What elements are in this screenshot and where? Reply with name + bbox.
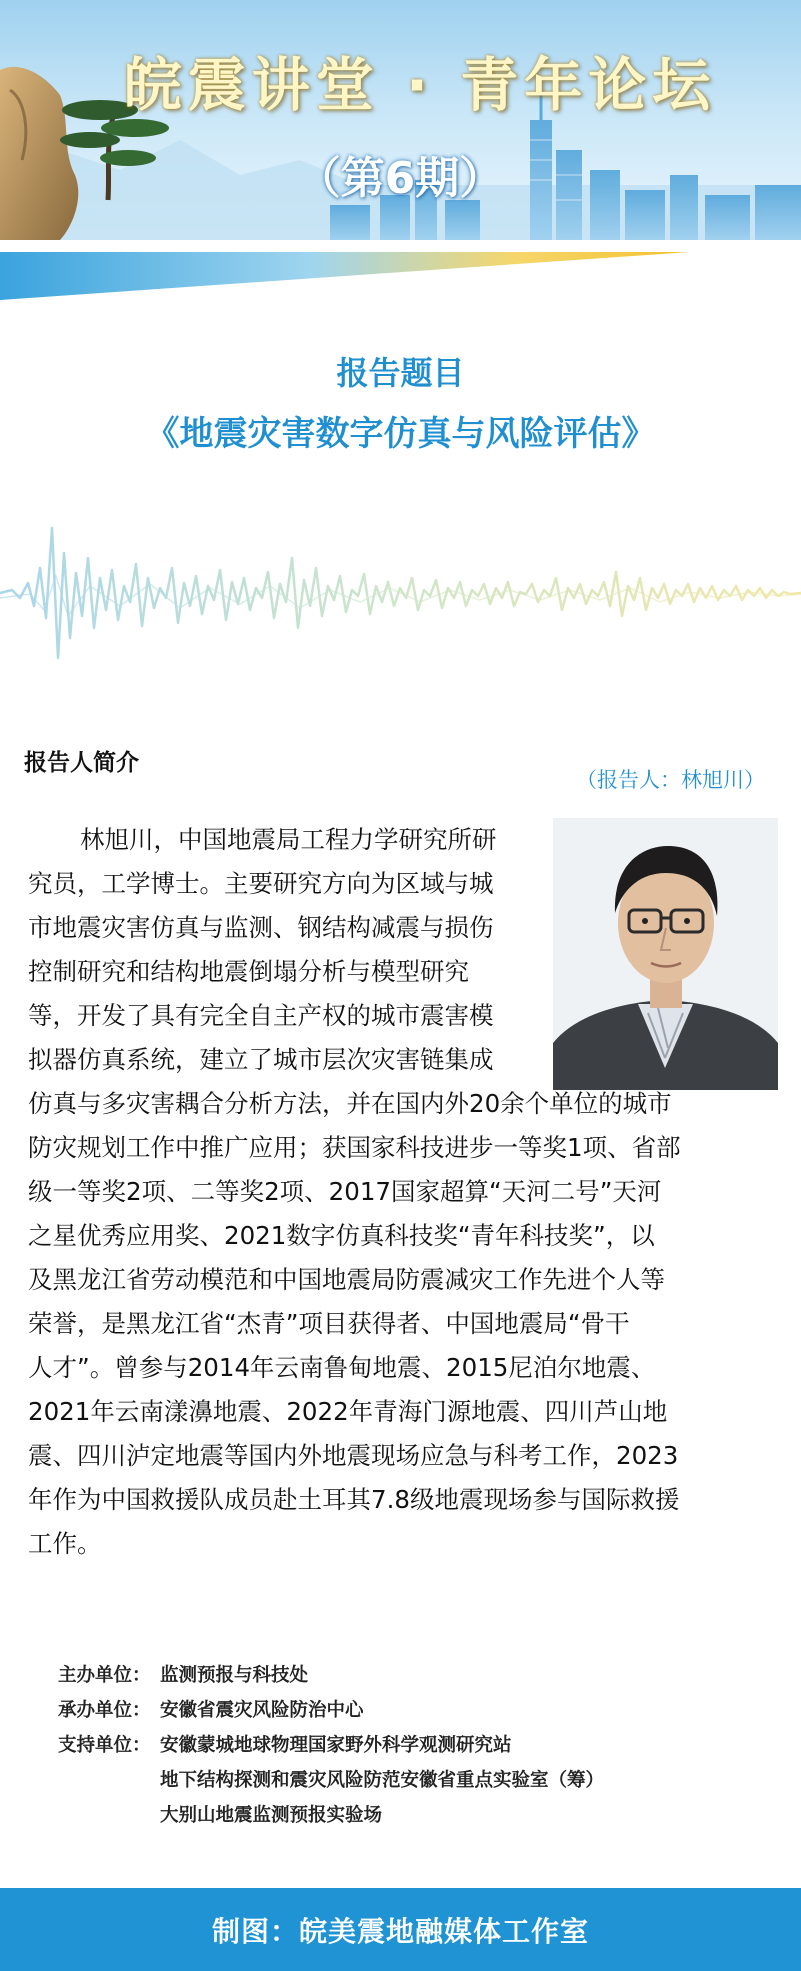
bio-line: 等，开发了具有完全自主产权的城市震害模 (28, 1001, 494, 1030)
bio-line: 防灾规划工作中推广应用；获国家科技进步一等奖1项、省部 (28, 1133, 681, 1162)
banner-stripe (0, 240, 801, 300)
bio-line: 林旭川，中国地震局工程力学研究所研 (80, 825, 497, 854)
footer-bar (0, 1888, 801, 1971)
bio-line: 工作。 (28, 1529, 102, 1558)
bio-line: 荣誉，是黑龙江省“杰青”项目获得者、中国地震局“骨干 (28, 1309, 630, 1338)
support-row (58, 1796, 604, 1831)
support-row (58, 1761, 604, 1796)
organizers-block (58, 1656, 604, 1831)
bio-line: 之星优秀应用奖、2021数字仿真科技奖“青年科技奖”，以 (28, 1221, 655, 1250)
bio-line: 及黑龙江省劳动模范和中国地震局防震减灾工作先进个人等 (28, 1265, 665, 1294)
bio-line: 震、四川泸定地震等国内外地震现场应急与科考工作，2023 (28, 1441, 679, 1470)
speaker-name-tag: （报告人：林旭川） (576, 768, 765, 792)
bio-line: 仿真与多灾害耦合分析方法，并在国内外20余个单位的城市 (28, 1089, 672, 1118)
host-label: 主办单位： (58, 1664, 151, 1686)
report-label: 报告题目 (336, 354, 465, 392)
bio-line: 级一等奖2项、二等奖2项、2017国家超算“天河二号”天河 (28, 1177, 662, 1206)
support-row (58, 1726, 604, 1761)
bio-line: 人才”。曾参与2014年云南鲁甸地震、2015尼泊尔地震、 (28, 1353, 656, 1382)
bio-line: 2021年云南漾濞地震、2022年青海门源地震、四川芦山地 (28, 1397, 668, 1426)
footer-credit: 制图：皖美震地融媒体工作室 (211, 1914, 589, 1948)
host-value: 监测预报与科技处 (160, 1664, 309, 1686)
organizer-value: 安徽省震灾风险防治中心 (160, 1699, 364, 1721)
bio-line: 究员，工学博士。主要研究方向为区域与城 (28, 869, 494, 898)
organizer-label: 承办单位： (58, 1699, 151, 1721)
support-value: 地下结构探测和震灾风险防范安徽省重点实验室（筹） (160, 1769, 605, 1791)
bio-line: 控制研究和结构地震倒塌分析与模型研究 (28, 957, 469, 986)
speaker-bio (28, 818, 776, 1566)
organizer-row (58, 1691, 604, 1726)
support-value: 大别山地震监测预报实验场 (160, 1804, 383, 1826)
banner-title: 皖震讲堂 · 青年论坛 (123, 51, 717, 119)
seismic-waveform-graphic (0, 498, 801, 688)
host-row (58, 1656, 604, 1691)
banner-issue: （第6期） (296, 153, 504, 204)
bio-line: 市地震灾害仿真与监测、钢结构减震与损伤 (28, 913, 494, 942)
support-value: 安徽蒙城地球物理国家野外科学观测研究站 (160, 1734, 512, 1756)
header-banner (0, 0, 801, 240)
report-title: 《地震灾害数字仿真与风险评估》 (145, 414, 656, 454)
speaker-section-heading: 报告人简介 (24, 750, 139, 776)
bio-line: 拟器仿真系统，建立了城市层次灾害链集成 (28, 1045, 494, 1074)
support-label: 支持单位： (58, 1734, 151, 1756)
bio-line: 年作为中国救援队成员赴土耳其7.8级地震现场参与国际救援 (28, 1485, 680, 1514)
